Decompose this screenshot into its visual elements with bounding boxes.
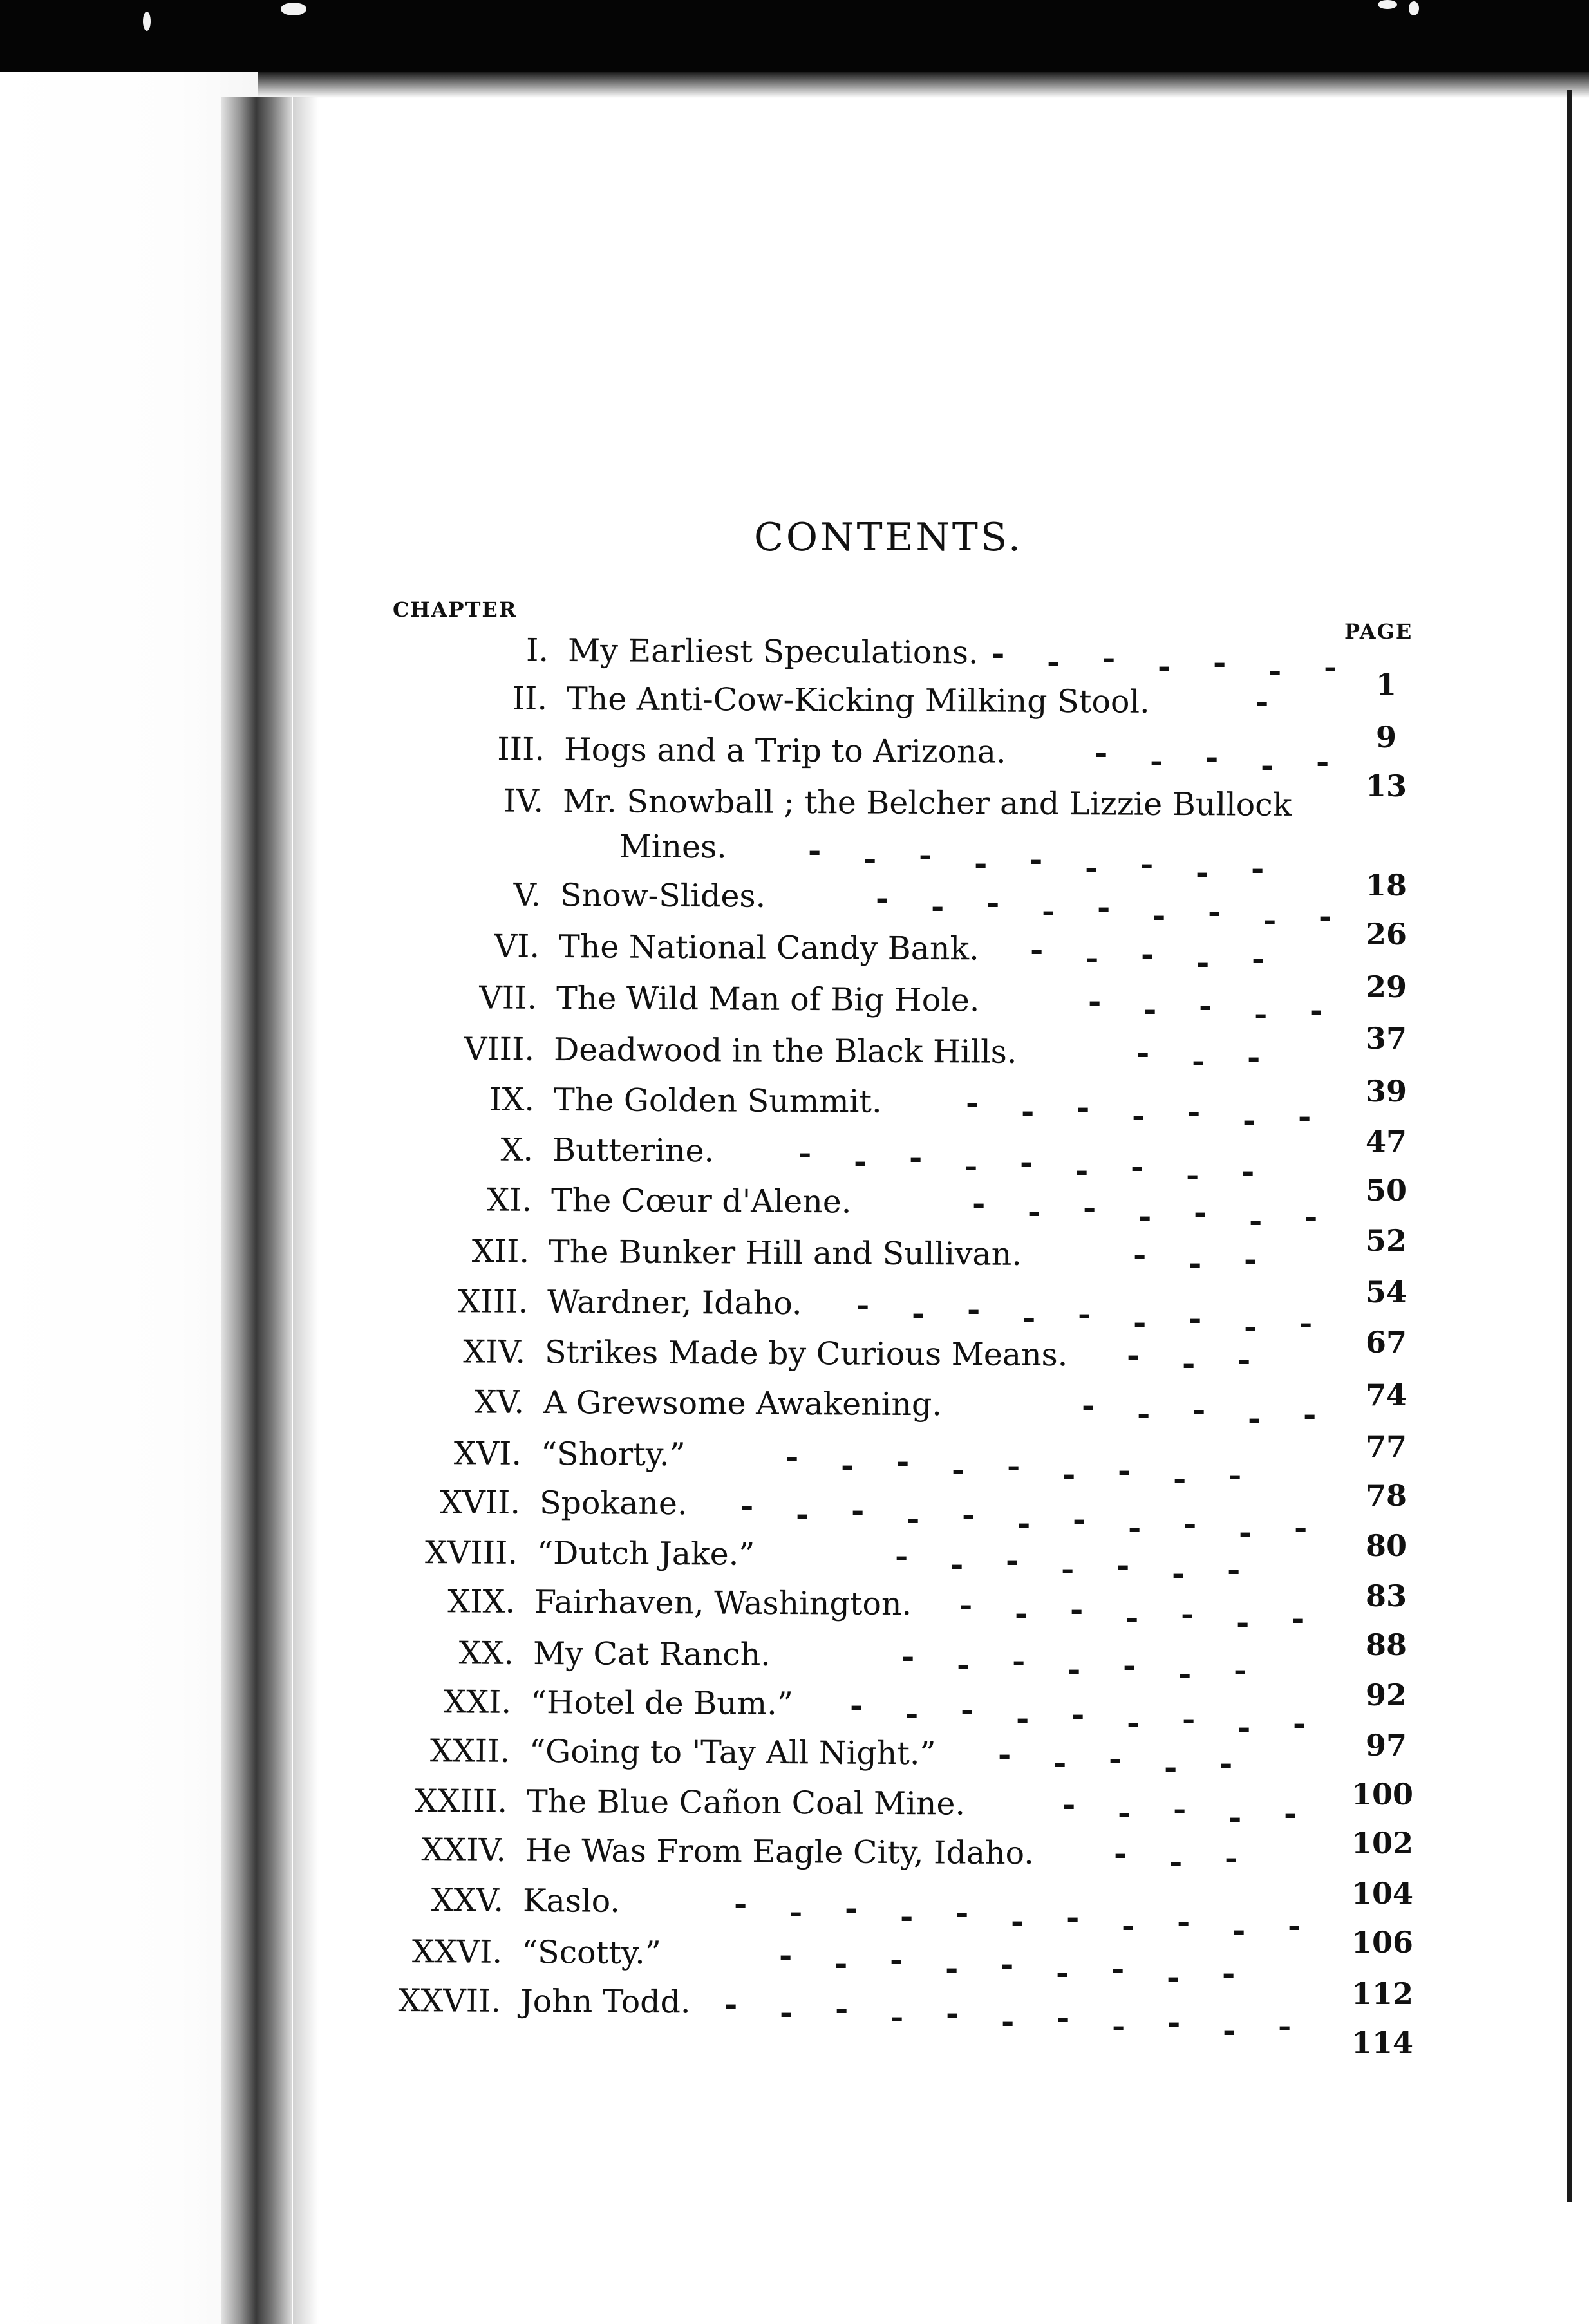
leader-dash: - <box>1075 1152 1089 1189</box>
leader-dash: - <box>845 1889 858 1927</box>
leader-dash: - <box>1249 1202 1263 1239</box>
chapter-title: A Grewsome Awakening. <box>543 1384 943 1423</box>
leader-dash: - <box>1127 1704 1140 1741</box>
leader-dash: - <box>1248 1400 1261 1437</box>
leader-dash: - <box>1316 743 1330 780</box>
leader-dash: - <box>1192 1391 1206 1429</box>
chapter-numeral: XXVII. <box>398 1982 502 2019</box>
leader-dash: - <box>1225 1839 1238 1877</box>
leader-dash: - <box>734 1885 747 1922</box>
leader-dash: - <box>1085 849 1098 886</box>
leader-dash: - <box>1261 747 1274 784</box>
leader-dash: - <box>890 1941 903 1978</box>
leader-dash: - <box>834 1945 848 1982</box>
leader-dash: - <box>796 1495 809 1533</box>
leader-dash: - <box>1128 1509 1142 1546</box>
leader-dash: - <box>1127 1336 1140 1374</box>
leader-dash: - <box>1299 1304 1313 1342</box>
leader-dash: - <box>912 1295 925 1332</box>
leader-dash: - <box>1071 1696 1085 1733</box>
chapter-title: “Scotty.” <box>521 1934 661 1972</box>
chapter-numeral: VII. <box>479 979 538 1017</box>
leader-dash: - <box>1284 1795 1297 1832</box>
leader-dash: - <box>955 1894 969 1931</box>
chapter-title: “Going to 'Tay All Night.” <box>529 1733 936 1772</box>
scan-speck <box>143 12 151 31</box>
leader-dash: - <box>1158 648 1171 685</box>
leader-dash: - <box>957 1646 970 1683</box>
leader-dash: - <box>1186 1156 1199 1194</box>
page-top-shadow <box>258 72 1589 98</box>
leader-dash: - <box>1234 1651 1247 1689</box>
chapter-title: My Cat Ranch. <box>532 1635 771 1673</box>
chapter-column-label: CHAPTER <box>393 597 518 622</box>
book-gutter <box>221 97 292 2324</box>
leader-dash: - <box>1012 1642 1026 1680</box>
page-right-edge <box>1567 90 1572 2202</box>
chapter-title: Wardner, Idaho. <box>547 1284 802 1322</box>
page-number: 83 <box>1365 1579 1407 1613</box>
leader-dash: - <box>1288 1907 1301 1944</box>
leader-dash: - <box>1001 2003 1015 2040</box>
leader-dash: - <box>1132 1097 1145 1134</box>
leader-dash: - <box>931 888 945 925</box>
leader-dash: - <box>1247 1038 1261 1076</box>
chapter-title: “Hotel de Bum.” <box>530 1684 794 1723</box>
leader-dash: - <box>1073 1501 1086 1538</box>
leader-dash: - <box>946 1994 959 2032</box>
chapter-numeral: XXIV. <box>421 1832 507 1869</box>
page-number: 52 <box>1365 1223 1407 1258</box>
page-number: 80 <box>1365 1528 1407 1563</box>
page-number: 77 <box>1365 1429 1407 1464</box>
leader-dash: - <box>1056 1954 1069 1991</box>
leader-dash: - <box>1150 742 1163 780</box>
chapter-numeral: XII. <box>471 1233 530 1270</box>
leader-dash: - <box>1152 897 1166 934</box>
leader-dash: - <box>1181 1595 1194 1633</box>
leader-dash: - <box>1222 1954 1236 1992</box>
leader-dash: - <box>1022 1299 1036 1336</box>
leader-dash: - <box>1205 738 1219 776</box>
leader-dash: - <box>863 840 877 877</box>
leader-dash: - <box>1112 2007 1125 2045</box>
chapter-numeral: I. <box>525 632 549 669</box>
leader-dash: - <box>1017 1504 1031 1542</box>
leader-dash: - <box>1102 639 1116 677</box>
chapter-numeral: XIX. <box>447 1583 516 1620</box>
leader-dash: - <box>1140 845 1154 883</box>
leader-dash: - <box>1141 935 1154 973</box>
leader-dash: - <box>1167 1958 1180 1996</box>
leader-dash: - <box>1254 995 1268 1033</box>
chapter-numeral: XXVI. <box>411 1933 503 1971</box>
page-number: 67 <box>1365 1325 1407 1360</box>
leader-dash: - <box>1228 1456 1242 1494</box>
page-number: 106 <box>1351 1925 1414 1960</box>
leader-dash: - <box>905 1695 919 1732</box>
chapter-title: Hogs and a Trip to Arizona. <box>563 731 1006 771</box>
leader-dash: - <box>850 1687 863 1724</box>
scan-speck <box>281 3 306 15</box>
page-number: 37 <box>1365 1021 1407 1056</box>
leader-dash: - <box>1237 1709 1251 1746</box>
chapter-numeral: XXI. <box>444 1683 512 1721</box>
leader-dash: - <box>1143 991 1157 1028</box>
leader-dash: - <box>1133 1236 1147 1273</box>
leader-dash: - <box>1232 1911 1246 1949</box>
page-column-label: PAGE <box>1344 619 1413 644</box>
leader-dash: - <box>1304 1198 1318 1235</box>
page-number: 78 <box>1365 1478 1407 1513</box>
leader-dash: - <box>1053 1744 1067 1781</box>
chapter-title: The Golden Summit. <box>553 1082 882 1120</box>
leader-dash: - <box>1319 897 1332 935</box>
leader-dash: - <box>1177 1903 1190 1940</box>
chapter-title: “Dutch Jake.” <box>536 1535 755 1573</box>
chapter-numeral: IX. <box>489 1081 535 1118</box>
leader-dash: - <box>1196 944 1210 981</box>
chapter-title: My Earliest Speculations. <box>567 632 979 671</box>
scan-speck <box>1409 1 1419 15</box>
leader-dash: - <box>895 1537 908 1575</box>
leader-dash: - <box>1236 1604 1250 1641</box>
leader-dash: - <box>1015 1595 1028 1632</box>
leader-dash: - <box>959 1586 973 1624</box>
leader-dash: - <box>1199 987 1212 1024</box>
leader-dash: - <box>1131 1148 1144 1185</box>
scan-speck <box>1378 0 1397 9</box>
leader-dash: - <box>1138 1197 1152 1235</box>
chapter-title: The Anti-Cow-Kicking Milking Stool. <box>566 680 1150 720</box>
page-number: 50 <box>1365 1173 1407 1208</box>
chapter-title: The Cœur d'Alene. <box>550 1182 852 1221</box>
leader-dash: - <box>952 1451 965 1488</box>
chapter-title: The Wild Man of Big Hole. <box>556 980 980 1019</box>
leader-dash: - <box>1189 1300 1202 1337</box>
page-number: 26 <box>1365 917 1407 951</box>
facing-page-edge <box>0 72 258 2324</box>
leader-dash: - <box>1213 644 1227 681</box>
leader-dash: - <box>1223 2012 1236 2049</box>
page-number: 1 <box>1375 667 1396 702</box>
chapter-numeral: II. <box>512 680 548 717</box>
leader-dash: - <box>962 1496 975 1533</box>
leader-dash: - <box>1066 1898 1080 1936</box>
leader-dash: - <box>1077 1089 1090 1126</box>
scan-border-top <box>0 0 1589 72</box>
leader-dash: - <box>1182 1700 1196 1738</box>
leader-dash: - <box>854 1143 867 1180</box>
leader-dash: - <box>1136 1034 1150 1071</box>
leader-dash: - <box>964 1147 978 1185</box>
page-number: 88 <box>1365 1627 1407 1662</box>
chapter-numeral: IV. <box>503 782 544 820</box>
leader-dash: - <box>1183 1505 1197 1542</box>
leader-dash: - <box>1189 1244 1202 1282</box>
leader-dash: - <box>1172 1555 1185 1592</box>
chapter-numeral: XIII. <box>458 1283 529 1320</box>
leader-dash: - <box>1007 1447 1020 1485</box>
chapter-numeral: XI. <box>487 1181 532 1219</box>
leader-dash: - <box>1164 1748 1178 1786</box>
leader-dash: - <box>1114 1835 1127 1872</box>
leader-dash: - <box>835 1990 849 2027</box>
chapter-numeral: XVIII. <box>424 1534 518 1571</box>
leader-dash: - <box>945 1949 959 1987</box>
leader-dash: - <box>1268 652 1282 689</box>
leader-dash: - <box>1278 2007 1292 2045</box>
leader-dash: - <box>1292 1600 1305 1637</box>
leader-dash: - <box>1219 1745 1233 1782</box>
leader-dash: - <box>1062 1456 1076 1493</box>
chapter-numeral: XXIII. <box>415 1783 508 1820</box>
page-number: 112 <box>1351 1976 1414 2011</box>
chapter-title: The Bunker Hill and Sullivan. <box>548 1233 1022 1273</box>
leader-dash: - <box>1006 1542 1019 1579</box>
leader-dash: - <box>1030 841 1043 878</box>
chapter-numeral: VIII. <box>464 1031 535 1068</box>
leader-dash: - <box>974 845 988 882</box>
chapter-title: Butterine. <box>552 1132 715 1170</box>
leader-dash: - <box>789 1893 803 1931</box>
leader-dash: - <box>1237 1341 1251 1378</box>
leader-dash: - <box>808 832 822 869</box>
leader-dash: - <box>1133 1304 1147 1341</box>
leader-dash: - <box>1239 1513 1252 1551</box>
leader-dash: - <box>1070 1591 1084 1628</box>
chapter-numeral: XVI. <box>453 1435 522 1472</box>
leader-dash: - <box>1125 1599 1139 1636</box>
leader-dash: - <box>919 836 932 874</box>
chapter-title: Spokane. <box>539 1485 688 1523</box>
chapter-numeral: XX. <box>458 1635 514 1672</box>
leader-dash: - <box>900 1898 914 1935</box>
leader-dash: - <box>1324 648 1337 686</box>
leader-dash: - <box>1263 901 1277 939</box>
leader-dash: - <box>896 1443 910 1480</box>
leader-dash: - <box>1298 1098 1312 1135</box>
chapter-title: John Todd. <box>520 1983 691 2021</box>
leader-dash: - <box>1169 1843 1183 1880</box>
leader-dash: - <box>1252 940 1265 977</box>
chapter-title: Fairhaven, Washington. <box>534 1584 912 1623</box>
leader-dash: - <box>1244 1241 1257 1278</box>
leader-dash: - <box>1111 1950 1125 1987</box>
leader-dash: - <box>851 1492 865 1529</box>
chapter-title: Kaslo. <box>522 1882 621 1920</box>
chapter-title: He Was From Eagle City, Idaho. <box>525 1832 1034 1872</box>
page-number: 104 <box>1351 1876 1414 1911</box>
leader-dash: - <box>1028 1193 1041 1230</box>
leader-dash: - <box>1196 854 1209 891</box>
leader-dash: - <box>856 1286 870 1324</box>
chapter-title: The Blue Cañon Coal Mine. <box>526 1783 966 1823</box>
leader-dash: - <box>1020 1143 1033 1181</box>
leader-dash: - <box>1167 2003 1181 2041</box>
page-number: 9 <box>1375 720 1396 754</box>
page-number: 13 <box>1365 769 1407 803</box>
contents-title: CONTENTS. <box>754 515 1023 560</box>
leader-dash: - <box>972 1185 986 1222</box>
leader-dash: - <box>841 1447 854 1484</box>
leader-dash: - <box>1088 982 1102 1020</box>
leader-dash: - <box>1001 1945 1014 1983</box>
leader-dash: - <box>1137 1395 1151 1432</box>
leader-dash: - <box>1194 1194 1207 1231</box>
leader-dash: - <box>1011 1902 1024 1940</box>
leader-dash: - <box>890 1998 904 2036</box>
leader-dash: - <box>876 879 889 917</box>
chapter-numeral: XXV. <box>431 1882 504 1919</box>
leader-dash: - <box>780 1994 793 2031</box>
leader-dash: - <box>785 1438 799 1476</box>
chapter-numeral: XVII. <box>440 1484 521 1521</box>
gutter-shadow <box>293 97 319 2324</box>
page-number: 29 <box>1365 970 1407 1004</box>
leader-dash: - <box>1123 1647 1136 1684</box>
leader-dash: - <box>798 1134 812 1172</box>
chapter-numeral: X. <box>500 1131 534 1168</box>
leader-dash: - <box>1082 1387 1095 1424</box>
leader-dash: - <box>992 635 1005 672</box>
leader-dash: - <box>909 1139 923 1176</box>
leader-dash: - <box>1173 1460 1187 1497</box>
page-number: 47 <box>1365 1124 1407 1159</box>
leader-dash: - <box>1061 1550 1075 1588</box>
leader-dash: - <box>1062 1786 1076 1823</box>
chapter-title: The National Candy Bank. <box>558 928 979 968</box>
leader-dash: - <box>998 1736 1011 1773</box>
leader-dash: - <box>1116 1546 1130 1584</box>
leader-dash: - <box>1118 1794 1131 1832</box>
leader-dash: - <box>1310 991 1323 1029</box>
leader-dash: - <box>1243 1101 1256 1139</box>
leader-dash: - <box>961 1691 974 1729</box>
chapter-title: Deadwood in the Black Hills. <box>553 1031 1017 1071</box>
chapter-numeral: V. <box>513 876 541 914</box>
chapter-title-continuation: Mines. <box>619 828 727 866</box>
chapter-title: “Shorty.” <box>540 1436 686 1474</box>
leader-dash: - <box>1241 1152 1255 1190</box>
leader-dash: - <box>1047 643 1060 680</box>
leader-dash: - <box>1187 1093 1201 1130</box>
leader-dash: - <box>779 1936 793 1974</box>
chapter-numeral: XIV. <box>463 1333 526 1371</box>
chapter-numeral: XV. <box>474 1383 525 1421</box>
leader-dash: - <box>1109 1740 1122 1777</box>
leader-dash: - <box>1078 1295 1091 1333</box>
leader-dash: - <box>724 1985 738 2023</box>
leader-dash: - <box>740 1487 754 1524</box>
leader-dash: - <box>950 1546 964 1583</box>
leader-dash: - <box>966 1084 979 1121</box>
leader-dash: - <box>1208 893 1221 930</box>
leader-dash: - <box>1228 1799 1242 1836</box>
page-number: 114 <box>1351 2025 1414 2060</box>
leader-dash: - <box>1122 1907 1135 1944</box>
page-number: 18 <box>1365 868 1407 903</box>
leader-dash: - <box>1173 1790 1187 1828</box>
leader-dash: - <box>1294 1509 1308 1546</box>
leader-dash: - <box>967 1291 981 1328</box>
chapter-numeral: XXII. <box>429 1732 511 1770</box>
leader-dash: - <box>901 1638 915 1675</box>
leader-dash: - <box>1293 1705 1306 1742</box>
leader-dash: - <box>1303 1396 1317 1433</box>
page-number: 97 <box>1365 1728 1407 1763</box>
leader-dash: - <box>1255 683 1269 720</box>
leader-dash: - <box>1097 888 1111 926</box>
page-number: 74 <box>1365 1378 1407 1412</box>
page-number: 102 <box>1351 1826 1414 1860</box>
leader-dash: - <box>986 884 1000 921</box>
leader-dash: - <box>1057 1999 1070 2036</box>
page-number: 100 <box>1351 1777 1414 1812</box>
page-number: 92 <box>1365 1678 1407 1712</box>
page-number: 39 <box>1365 1074 1407 1109</box>
page-number: 54 <box>1365 1275 1407 1309</box>
leader-dash: - <box>1182 1345 1196 1382</box>
leader-dash: - <box>907 1500 920 1537</box>
chapter-title: Strikes Made by Curious Means. <box>544 1334 1068 1374</box>
leader-dash: - <box>1178 1655 1192 1692</box>
leader-dash: - <box>1021 1092 1035 1130</box>
chapter-title: Mr. Snowball ; the Belcher and Lizzie Bullock <box>562 783 1292 823</box>
leader-dash: - <box>1251 850 1265 887</box>
leader-dash: - <box>1227 1551 1241 1588</box>
leader-dash: - <box>1244 1308 1257 1345</box>
leader-dash: - <box>1042 892 1055 930</box>
leader-dash: - <box>1086 939 1099 977</box>
leader-dash: - <box>1030 931 1044 968</box>
chapter-numeral: III. <box>497 731 545 768</box>
chapter-title: Snow-Slides. <box>559 877 766 915</box>
leader-dash: - <box>1192 1042 1205 1080</box>
leader-dash: - <box>1118 1452 1131 1489</box>
chapter-numeral: VI. <box>494 928 540 965</box>
leader-dash: - <box>1095 734 1108 771</box>
leader-dash: - <box>1016 1700 1030 1737</box>
leader-dash: - <box>1067 1651 1081 1688</box>
leader-dash: - <box>1083 1189 1096 1226</box>
